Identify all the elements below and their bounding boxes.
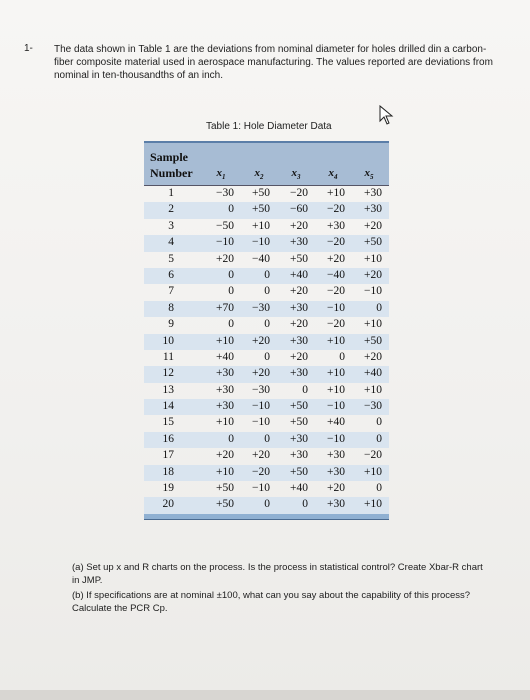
value-cell-x3: +20 — [290, 285, 308, 298]
header-x2: $x_2$ — [254, 167, 264, 182]
table-header — [144, 141, 389, 186]
table-row — [144, 334, 389, 350]
sample-number-cell: 4 — [168, 236, 174, 249]
value-cell-x1: 0 — [228, 285, 234, 298]
table-row — [144, 317, 389, 333]
value-cell-x5: +50 — [364, 334, 382, 347]
value-cell-x3: 0 — [302, 498, 308, 511]
table-row — [144, 448, 389, 464]
sample-number-cell: 13 — [162, 383, 174, 396]
table-row — [144, 383, 389, 399]
value-cell-x3: +40 — [290, 482, 308, 495]
header-x5: $x_5$ — [364, 167, 374, 182]
value-cell-x1: +30 — [216, 367, 234, 380]
sample-number-cell: 16 — [162, 432, 174, 445]
sample-number-cell: 15 — [162, 416, 174, 429]
value-cell-x4: 0 — [339, 350, 345, 363]
value-cell-x1: +30 — [216, 400, 234, 413]
value-cell-x2: +20 — [252, 334, 270, 347]
table-row — [144, 350, 389, 366]
sample-number-cell: 7 — [168, 285, 174, 298]
value-cell-x4: −10 — [327, 301, 345, 314]
value-cell-x2: +20 — [252, 367, 270, 380]
header-x1: $x_1$ — [216, 167, 226, 182]
value-cell-x5: −10 — [364, 285, 382, 298]
value-cell-x3: −60 — [290, 203, 308, 216]
value-cell-x1: +70 — [216, 301, 234, 314]
table-row — [144, 284, 389, 300]
table-row — [144, 252, 389, 268]
value-cell-x3: +50 — [290, 465, 308, 478]
value-cell-x4: −10 — [327, 400, 345, 413]
value-cell-x2: 0 — [264, 285, 270, 298]
sample-number-cell: 1 — [168, 187, 174, 199]
table-row — [144, 219, 389, 235]
value-cell-x1: +20 — [216, 252, 234, 265]
value-cell-x1: +40 — [216, 350, 234, 363]
sample-number-cell: 17 — [162, 449, 174, 462]
table-row — [144, 432, 389, 448]
value-cell-x1: +50 — [216, 482, 234, 495]
table-row — [144, 481, 389, 497]
value-cell-x2: −10 — [252, 236, 270, 249]
value-cell-x1: 0 — [228, 203, 234, 216]
value-cell-x3: +30 — [290, 236, 308, 249]
value-cell-x3: +30 — [290, 449, 308, 462]
table-row — [144, 301, 389, 317]
value-cell-x1: +30 — [216, 383, 234, 396]
value-cell-x5: +10 — [364, 383, 382, 396]
value-cell-x2: −10 — [252, 482, 270, 495]
sample-number-cell: 5 — [168, 252, 174, 265]
table-row — [144, 235, 389, 251]
value-cell-x4: −20 — [327, 318, 345, 331]
value-cell-x1: +10 — [216, 334, 234, 347]
table-row — [144, 465, 389, 481]
header-x4: $x_4$ — [328, 167, 338, 182]
value-cell-x2: 0 — [264, 318, 270, 331]
value-cell-x4: −20 — [327, 203, 345, 216]
value-cell-x1: −10 — [216, 236, 234, 249]
table-row — [144, 399, 389, 415]
value-cell-x4: +40 — [327, 416, 345, 429]
table-footer-rule — [144, 514, 389, 520]
value-cell-x4: +10 — [327, 187, 345, 199]
value-cell-x5: 0 — [376, 482, 382, 495]
value-cell-x2: 0 — [264, 268, 270, 281]
value-cell-x1: +20 — [216, 449, 234, 462]
value-cell-x1: +50 — [216, 498, 234, 511]
table-row — [144, 202, 389, 218]
value-cell-x5: −30 — [364, 400, 382, 413]
value-cell-x2: 0 — [264, 498, 270, 511]
part-a: (a) Set up x and R charts on the process. Is the process in statistical control? Create Xbar-R chart in JMP. — [72, 562, 483, 586]
table-row — [144, 497, 389, 513]
sample-number-cell: 8 — [168, 301, 174, 314]
value-cell-x3: +50 — [290, 416, 308, 429]
value-cell-x5: +40 — [364, 367, 382, 380]
value-cell-x4: +10 — [327, 334, 345, 347]
value-cell-x3: +50 — [290, 400, 308, 413]
sample-number-cell: 19 — [162, 482, 174, 495]
value-cell-x5: +20 — [364, 219, 382, 232]
sample-number-cell: 14 — [162, 400, 174, 413]
value-cell-x2: −20 — [252, 465, 270, 478]
value-cell-x4: +30 — [327, 465, 345, 478]
question-number: 1- — [24, 43, 33, 54]
value-cell-x5: +10 — [364, 498, 382, 511]
value-cell-x5: +30 — [364, 203, 382, 216]
value-cell-x4: −10 — [327, 432, 345, 445]
value-cell-x2: 0 — [264, 432, 270, 445]
value-cell-x5: 0 — [376, 301, 382, 314]
value-cell-x4: +30 — [327, 449, 345, 462]
value-cell-x2: −10 — [252, 400, 270, 413]
table-row — [144, 186, 389, 202]
page-bottom-edge — [0, 690, 530, 700]
value-cell-x4: −20 — [327, 236, 345, 249]
value-cell-x3: −20 — [290, 187, 308, 199]
value-cell-x5: +30 — [364, 187, 382, 199]
sample-number-cell: 12 — [162, 367, 174, 380]
value-cell-x4: +30 — [327, 219, 345, 232]
sample-number-cell: 9 — [168, 318, 174, 331]
value-cell-x3: +20 — [290, 219, 308, 232]
mouse-pointer-icon — [378, 105, 394, 125]
value-cell-x5: +20 — [364, 268, 382, 281]
sample-number-cell: 18 — [162, 465, 174, 478]
value-cell-x2: +50 — [252, 203, 270, 216]
value-cell-x5: 0 — [376, 432, 382, 445]
value-cell-x5: +10 — [364, 318, 382, 331]
value-cell-x2: 0 — [264, 350, 270, 363]
value-cell-x5: −20 — [364, 449, 382, 462]
sample-number-cell: 10 — [162, 334, 174, 347]
value-cell-x5: +20 — [364, 350, 382, 363]
value-cell-x3: 0 — [302, 383, 308, 396]
value-cell-x3: +30 — [290, 432, 308, 445]
question-text: The data shown in Table 1 are the deviations from nominal diameter for holes drilled din a carbon-fiber composite material used in aerospace manufacturing. The values reported are deviations from nominal in ten-thousandths of an inch. — [54, 44, 493, 81]
value-cell-x4: +10 — [327, 383, 345, 396]
value-cell-x2: −30 — [252, 301, 270, 314]
value-cell-x5: +10 — [364, 465, 382, 478]
value-cell-x3: +40 — [290, 268, 308, 281]
sample-number-cell: 2 — [168, 203, 174, 216]
table-caption: Table 1: Hole Diameter Data — [206, 121, 332, 132]
value-cell-x1: −30 — [216, 187, 234, 199]
part-b: (b) If specifications are at nominal ±100, what can you say about the capability of this process? Calculate the PCR Cp. — [72, 590, 471, 614]
hole-diameter-table — [144, 141, 389, 520]
value-cell-x1: +10 — [216, 465, 234, 478]
question-parts — [72, 562, 492, 618]
table-row — [144, 415, 389, 431]
value-cell-x5: 0 — [376, 416, 382, 429]
sample-number-cell: 6 — [168, 268, 174, 281]
header-sample: Sample — [150, 150, 189, 164]
sample-number-cell: 20 — [162, 498, 174, 511]
value-cell-x4: +20 — [327, 252, 345, 265]
value-cell-x3: +20 — [290, 318, 308, 331]
value-cell-x2: −30 — [252, 383, 270, 396]
value-cell-x4: −40 — [327, 268, 345, 281]
value-cell-x4: −20 — [327, 285, 345, 298]
value-cell-x3: +30 — [290, 301, 308, 314]
sample-number-cell: 11 — [162, 350, 174, 363]
value-cell-x4: +30 — [327, 498, 345, 511]
value-cell-x2: +10 — [252, 219, 270, 232]
value-cell-x1: 0 — [228, 318, 234, 331]
value-cell-x1: 0 — [228, 268, 234, 281]
value-cell-x5: +50 — [364, 236, 382, 249]
value-cell-x2: +50 — [252, 187, 270, 199]
value-cell-x1: 0 — [228, 432, 234, 445]
value-cell-x1: +10 — [216, 416, 234, 429]
table-row — [144, 268, 389, 284]
value-cell-x2: −10 — [252, 416, 270, 429]
table-row — [144, 366, 389, 382]
table-body — [144, 186, 389, 514]
sample-number-cell: 3 — [168, 219, 174, 232]
header-number: Number — [150, 166, 193, 180]
value-cell-x3: +30 — [290, 367, 308, 380]
value-cell-x3: +20 — [290, 350, 308, 363]
value-cell-x1: −50 — [216, 219, 234, 232]
value-cell-x4: +20 — [327, 482, 345, 495]
value-cell-x5: +10 — [364, 252, 382, 265]
value-cell-x2: −40 — [252, 252, 270, 265]
value-cell-x3: +50 — [290, 252, 308, 265]
header-x3: $x_3$ — [291, 167, 301, 182]
value-cell-x3: +30 — [290, 334, 308, 347]
value-cell-x4: +10 — [327, 367, 345, 380]
value-cell-x2: +20 — [252, 449, 270, 462]
